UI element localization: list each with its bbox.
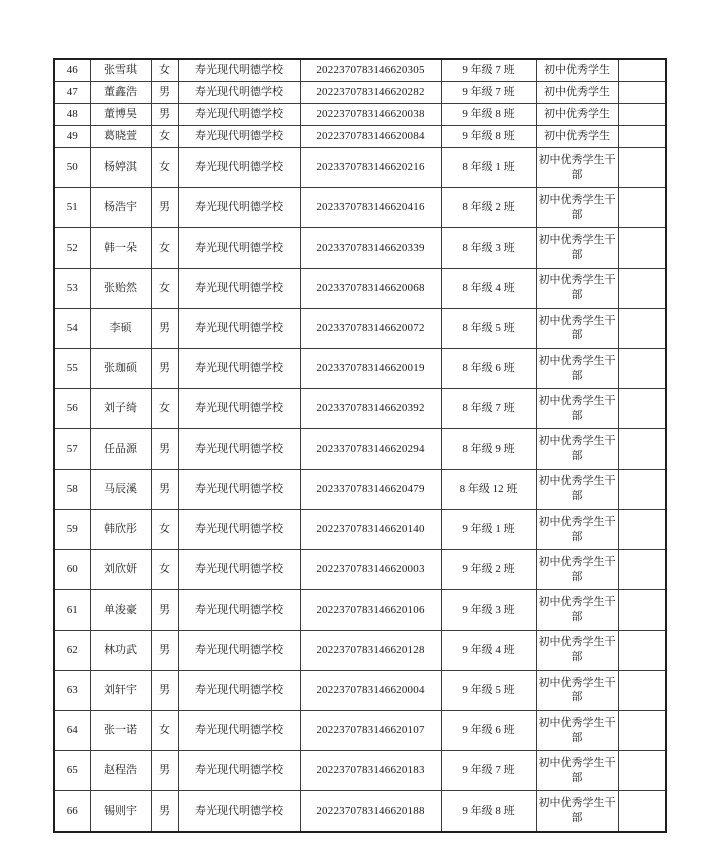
cell-row-number: 63	[54, 670, 90, 710]
cell-student-id: 2022370783146620305	[300, 59, 441, 82]
cell-name: 单浚豪	[90, 590, 151, 630]
cell-name: 张贻然	[90, 268, 151, 308]
cell-name: 刘轩宇	[90, 670, 151, 710]
cell-gender: 男	[151, 670, 178, 710]
cell-grade-class: 8 年级 6 班	[441, 349, 536, 389]
cell-grade-class: 8 年级 5 班	[441, 308, 536, 348]
cell-gender: 女	[151, 59, 178, 82]
cell-school: 寿光现代明德学校	[178, 268, 300, 308]
cell-student-id: 2022370783146620038	[300, 104, 441, 126]
cell-name: 张珈硕	[90, 349, 151, 389]
cell-blank	[618, 228, 666, 268]
table-row	[54, 125, 666, 147]
cell-row-number: 61	[54, 590, 90, 630]
cell-student-id: 2022370783146620106	[300, 590, 441, 630]
table-row	[54, 308, 666, 348]
cell-gender: 男	[151, 104, 178, 126]
cell-award-title: 初中优秀学生干部	[536, 147, 618, 187]
cell-gender: 男	[151, 590, 178, 630]
cell-blank	[618, 791, 666, 832]
cell-school: 寿光现代明德学校	[178, 104, 300, 126]
table-row	[54, 188, 666, 228]
cell-award-title: 初中优秀学生干部	[536, 389, 618, 429]
cell-row-number: 65	[54, 751, 90, 791]
cell-school: 寿光现代明德学校	[178, 751, 300, 791]
cell-row-number: 48	[54, 104, 90, 126]
cell-award-title: 初中优秀学生干部	[536, 751, 618, 791]
cell-name: 李硕	[90, 308, 151, 348]
cell-gender: 男	[151, 791, 178, 832]
cell-school: 寿光现代明德学校	[178, 429, 300, 469]
cell-name: 锡则宇	[90, 791, 151, 832]
cell-grade-class: 9 年级 8 班	[441, 104, 536, 126]
cell-school: 寿光现代明德学校	[178, 710, 300, 750]
table-row	[54, 349, 666, 389]
cell-grade-class: 9 年级 4 班	[441, 630, 536, 670]
cell-award-title: 初中优秀学生干部	[536, 590, 618, 630]
cell-grade-class: 9 年级 7 班	[441, 82, 536, 104]
cell-name: 任品源	[90, 429, 151, 469]
cell-student-id: 2022370783146620183	[300, 751, 441, 791]
cell-award-title: 初中优秀学生干部	[536, 188, 618, 228]
table-row	[54, 104, 666, 126]
cell-name: 韩欣彤	[90, 509, 151, 549]
cell-row-number: 64	[54, 710, 90, 750]
cell-blank	[618, 509, 666, 549]
cell-school: 寿光现代明德学校	[178, 125, 300, 147]
cell-award-title: 初中优秀学生干部	[536, 670, 618, 710]
cell-name: 张一诺	[90, 710, 151, 750]
cell-gender: 女	[151, 125, 178, 147]
cell-student-id: 2022370783146620004	[300, 670, 441, 710]
cell-gender: 女	[151, 710, 178, 750]
table-row	[54, 228, 666, 268]
cell-name: 赵程浩	[90, 751, 151, 791]
cell-student-id: 2022370783146620128	[300, 630, 441, 670]
table-row	[54, 59, 666, 82]
cell-row-number: 66	[54, 791, 90, 832]
table-row	[54, 751, 666, 791]
table-row	[54, 429, 666, 469]
cell-name: 韩一朵	[90, 228, 151, 268]
cell-name: 林功武	[90, 630, 151, 670]
cell-name: 马辰溪	[90, 469, 151, 509]
cell-student-id: 2022370783146620107	[300, 710, 441, 750]
cell-student-id: 2023370783146620416	[300, 188, 441, 228]
cell-award-title: 初中优秀学生	[536, 125, 618, 147]
cell-name: 刘欣妍	[90, 550, 151, 590]
cell-gender: 女	[151, 228, 178, 268]
cell-school: 寿光现代明德学校	[178, 791, 300, 832]
cell-award-title: 初中优秀学生干部	[536, 349, 618, 389]
cell-student-id: 2022370783146620003	[300, 550, 441, 590]
table-body	[54, 59, 666, 832]
cell-school: 寿光现代明德学校	[178, 59, 300, 82]
cell-name: 张雪琪	[90, 59, 151, 82]
cell-grade-class: 9 年级 5 班	[441, 670, 536, 710]
cell-award-title: 初中优秀学生干部	[536, 308, 618, 348]
table-row	[54, 268, 666, 308]
cell-award-title: 初中优秀学生干部	[536, 509, 618, 549]
cell-student-id: 2022370783146620282	[300, 82, 441, 104]
cell-student-id: 2023370783146620479	[300, 469, 441, 509]
cell-blank	[618, 59, 666, 82]
table-row	[54, 82, 666, 104]
cell-award-title: 初中优秀学生干部	[536, 469, 618, 509]
cell-school: 寿光现代明德学校	[178, 630, 300, 670]
table-row	[54, 469, 666, 509]
cell-grade-class: 9 年级 3 班	[441, 590, 536, 630]
cell-gender: 男	[151, 751, 178, 791]
cell-school: 寿光现代明德学校	[178, 469, 300, 509]
cell-blank	[618, 349, 666, 389]
cell-grade-class: 9 年级 2 班	[441, 550, 536, 590]
cell-name: 葛晓萱	[90, 125, 151, 147]
cell-blank	[618, 469, 666, 509]
cell-blank	[618, 268, 666, 308]
cell-grade-class: 8 年级 1 班	[441, 147, 536, 187]
table-row	[54, 791, 666, 832]
cell-row-number: 46	[54, 59, 90, 82]
cell-row-number: 60	[54, 550, 90, 590]
cell-grade-class: 9 年级 1 班	[441, 509, 536, 549]
cell-blank	[618, 147, 666, 187]
cell-student-id: 2023370783146620019	[300, 349, 441, 389]
cell-school: 寿光现代明德学校	[178, 308, 300, 348]
cell-name: 杨婷淇	[90, 147, 151, 187]
cell-award-title: 初中优秀学生干部	[536, 228, 618, 268]
cell-grade-class: 8 年级 12 班	[441, 469, 536, 509]
cell-student-id: 2022370783146620140	[300, 509, 441, 549]
cell-gender: 女	[151, 389, 178, 429]
cell-school: 寿光现代明德学校	[178, 188, 300, 228]
cell-gender: 男	[151, 82, 178, 104]
cell-row-number: 62	[54, 630, 90, 670]
cell-blank	[618, 308, 666, 348]
cell-row-number: 54	[54, 308, 90, 348]
cell-grade-class: 9 年级 8 班	[441, 125, 536, 147]
cell-school: 寿光现代明德学校	[178, 82, 300, 104]
cell-row-number: 51	[54, 188, 90, 228]
cell-grade-class: 9 年级 6 班	[441, 710, 536, 750]
cell-blank	[618, 751, 666, 791]
cell-award-title: 初中优秀学生干部	[536, 429, 618, 469]
cell-row-number: 50	[54, 147, 90, 187]
cell-blank	[618, 630, 666, 670]
table-row	[54, 550, 666, 590]
cell-blank	[618, 389, 666, 429]
cell-student-id: 2022370783146620084	[300, 125, 441, 147]
cell-grade-class: 8 年级 9 班	[441, 429, 536, 469]
cell-grade-class: 8 年级 2 班	[441, 188, 536, 228]
cell-student-id: 2022370783146620188	[300, 791, 441, 832]
student-award-table	[53, 58, 667, 833]
cell-blank	[618, 125, 666, 147]
cell-award-title: 初中优秀学生干部	[536, 268, 618, 308]
table-row	[54, 670, 666, 710]
cell-blank	[618, 429, 666, 469]
table-row	[54, 710, 666, 750]
cell-award-title: 初中优秀学生	[536, 82, 618, 104]
cell-gender: 女	[151, 550, 178, 590]
cell-grade-class: 9 年级 7 班	[441, 59, 536, 82]
table-row	[54, 509, 666, 549]
cell-name: 董鑫浩	[90, 82, 151, 104]
cell-gender: 男	[151, 429, 178, 469]
table-row	[54, 630, 666, 670]
cell-student-id: 2023370783146620068	[300, 268, 441, 308]
cell-student-id: 2023370783146620216	[300, 147, 441, 187]
cell-grade-class: 9 年级 7 班	[441, 751, 536, 791]
cell-gender: 男	[151, 308, 178, 348]
cell-school: 寿光现代明德学校	[178, 590, 300, 630]
cell-student-id: 2023370783146620392	[300, 389, 441, 429]
cell-blank	[618, 550, 666, 590]
cell-row-number: 47	[54, 82, 90, 104]
cell-student-id: 2023370783146620072	[300, 308, 441, 348]
cell-student-id: 2023370783146620294	[300, 429, 441, 469]
cell-row-number: 53	[54, 268, 90, 308]
cell-blank	[618, 590, 666, 630]
cell-school: 寿光现代明德学校	[178, 147, 300, 187]
cell-school: 寿光现代明德学校	[178, 670, 300, 710]
cell-gender: 女	[151, 268, 178, 308]
table-row	[54, 590, 666, 630]
cell-row-number: 55	[54, 349, 90, 389]
cell-award-title: 初中优秀学生干部	[536, 630, 618, 670]
cell-school: 寿光现代明德学校	[178, 389, 300, 429]
cell-school: 寿光现代明德学校	[178, 550, 300, 590]
cell-gender: 女	[151, 147, 178, 187]
cell-row-number: 58	[54, 469, 90, 509]
cell-award-title: 初中优秀学生干部	[536, 550, 618, 590]
cell-row-number: 52	[54, 228, 90, 268]
cell-name: 董博昊	[90, 104, 151, 126]
cell-name: 刘子绮	[90, 389, 151, 429]
cell-blank	[618, 82, 666, 104]
table-row	[54, 147, 666, 187]
cell-row-number: 57	[54, 429, 90, 469]
cell-blank	[618, 670, 666, 710]
cell-row-number: 59	[54, 509, 90, 549]
cell-school: 寿光现代明德学校	[178, 349, 300, 389]
cell-grade-class: 8 年级 7 班	[441, 389, 536, 429]
cell-award-title: 初中优秀学生干部	[536, 791, 618, 832]
cell-gender: 男	[151, 630, 178, 670]
cell-row-number: 49	[54, 125, 90, 147]
table-row	[54, 389, 666, 429]
cell-gender: 男	[151, 188, 178, 228]
cell-student-id: 2023370783146620339	[300, 228, 441, 268]
cell-blank	[618, 188, 666, 228]
cell-award-title: 初中优秀学生	[536, 104, 618, 126]
cell-gender: 女	[151, 509, 178, 549]
cell-row-number: 56	[54, 389, 90, 429]
cell-blank	[618, 104, 666, 126]
cell-school: 寿光现代明德学校	[178, 228, 300, 268]
cell-gender: 男	[151, 349, 178, 389]
cell-grade-class: 8 年级 3 班	[441, 228, 536, 268]
cell-grade-class: 8 年级 4 班	[441, 268, 536, 308]
cell-grade-class: 9 年级 8 班	[441, 791, 536, 832]
cell-school: 寿光现代明德学校	[178, 509, 300, 549]
cell-award-title: 初中优秀学生	[536, 59, 618, 82]
cell-name: 杨浩宇	[90, 188, 151, 228]
cell-gender: 男	[151, 469, 178, 509]
cell-blank	[618, 710, 666, 750]
cell-award-title: 初中优秀学生干部	[536, 710, 618, 750]
